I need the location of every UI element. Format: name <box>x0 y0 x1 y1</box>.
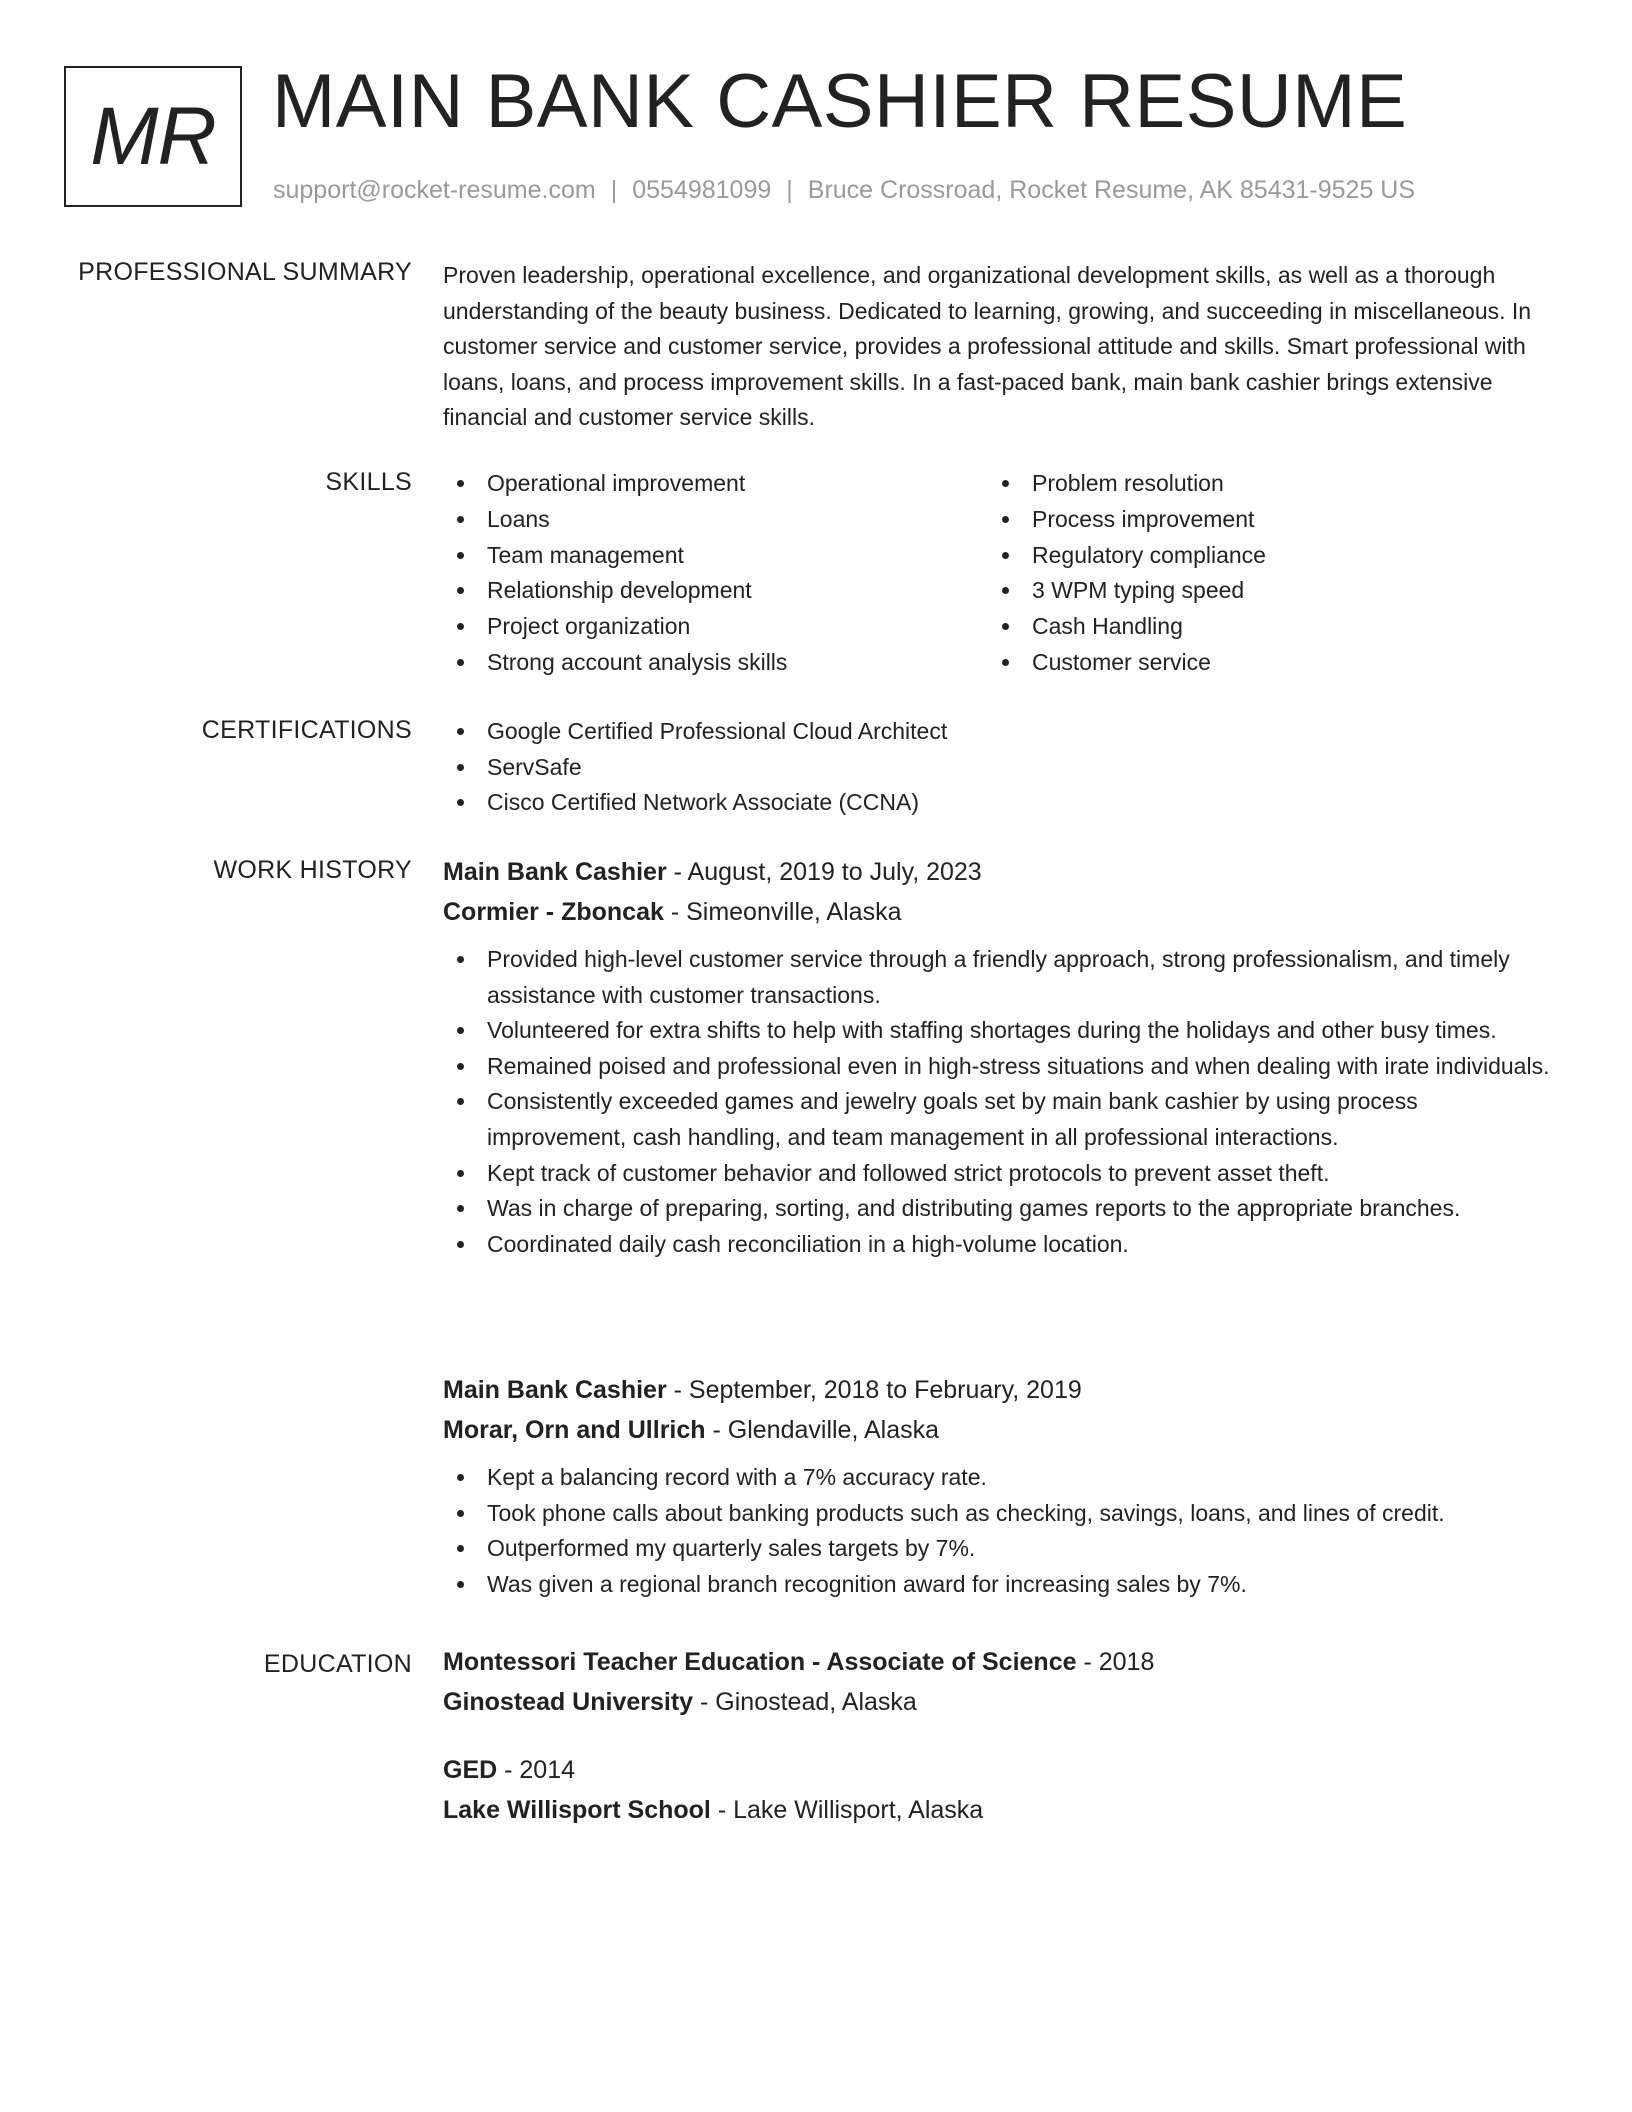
education-degree: GED <box>443 1756 498 1784</box>
section-label-work-history: WORK HISTORY <box>213 856 412 884</box>
education-location: - Ginostead, Alaska <box>693 1688 917 1716</box>
section-label-skills: SKILLS <box>325 468 412 496</box>
education-school: Lake Willisport School <box>443 1796 711 1824</box>
job-company-line <box>443 1410 1563 1450</box>
education-degree: Montessori Teacher Education - Associate of Science <box>443 1648 1077 1676</box>
job-company: Morar, Orn and Ullrich <box>443 1416 706 1444</box>
job-duty-item: Kept a balancing record with a 7% accuracy rate. <box>443 1460 1563 1496</box>
contact-separator: | <box>610 176 618 204</box>
certification-item: Cisco Certified Network Associate (CCNA) <box>443 785 1563 821</box>
job-company: Cormier - Zboncak <box>443 898 664 926</box>
skill-item: Loans <box>443 502 787 538</box>
contact-phone[interactable]: 0554981099 <box>632 176 772 204</box>
skill-item: Operational improvement <box>443 466 787 502</box>
job-title-line <box>443 1370 1563 1410</box>
skill-item: Cash Handling <box>988 609 1266 645</box>
skill-item: Customer service <box>988 645 1266 681</box>
education-degree-line <box>443 1642 1563 1682</box>
monogram-logo: MR <box>64 66 242 207</box>
job-title-line <box>443 852 1563 892</box>
skill-item: Team management <box>443 538 787 574</box>
job-duty-item: Volunteered for extra shifts to help with staffing shortages during the holidays and other busy times. <box>443 1013 1563 1049</box>
job-dates: - August, 2019 to July, 2023 <box>666 858 982 886</box>
skill-item: 3 WPM typing speed <box>988 573 1266 609</box>
education-year: - 2018 <box>1076 1648 1155 1676</box>
skills-column-right <box>988 466 1266 681</box>
job-entry <box>443 1370 1563 1602</box>
job-duty-item: Was in charge of preparing, sorting, and distributing games reports to the appropriate branches. <box>443 1191 1563 1227</box>
certification-item: Google Certified Professional Cloud Architect <box>443 714 1563 750</box>
job-duty-item: Outperformed my quarterly sales targets by 7%. <box>443 1531 1563 1567</box>
resume-title: MAIN BANK CASHIER RESUME <box>272 59 1408 144</box>
education-entry <box>443 1642 1563 1722</box>
contact-line <box>273 176 1415 205</box>
job-duty-item: Consistently exceeded games and jewelry goals set by main bank cashier by using process improvement, cash handling, and team management in all professional interactions. <box>443 1084 1563 1155</box>
job-company-line <box>443 892 1563 932</box>
job-location: - Simeonville, Alaska <box>663 898 902 926</box>
certifications-list <box>443 714 1563 821</box>
education-school-line <box>443 1790 1563 1830</box>
job-duty-item: Provided high-level customer service through a friendly approach, strong professionalism, and timely assistance with customer transactions. <box>443 942 1563 1013</box>
job-duty-item: Took phone calls about banking products such as checking, savings, loans, and lines of credit. <box>443 1496 1563 1532</box>
job-duty-item: Coordinated daily cash reconciliation in a high-volume location. <box>443 1227 1563 1263</box>
contact-separator: | <box>786 176 793 204</box>
job-title: Main Bank Cashier <box>443 1376 667 1404</box>
skill-item: Problem resolution <box>988 466 1266 502</box>
section-label-education: EDUCATION <box>263 1650 412 1678</box>
skill-item: Regulatory compliance <box>988 538 1266 574</box>
certification-item: ServSafe <box>443 750 1563 786</box>
job-duty-item: Kept track of customer behavior and followed strict protocols to prevent asset theft. <box>443 1156 1563 1192</box>
education-degree-line <box>443 1750 1563 1790</box>
contact-email[interactable]: support@rocket-resume.com <box>273 176 596 204</box>
job-duties <box>443 1460 1563 1602</box>
section-label-summary: PROFESSIONAL SUMMARY <box>78 258 412 286</box>
education-entry <box>443 1750 1563 1830</box>
education-location: - Lake Willisport, Alaska <box>710 1796 984 1824</box>
skill-item: Project organization <box>443 609 787 645</box>
skills-list <box>443 466 1563 686</box>
education-year: - 2014 <box>497 1756 576 1784</box>
education-school-line <box>443 1682 1563 1722</box>
education-school: Ginostead University <box>443 1688 694 1716</box>
job-duties <box>443 942 1563 1262</box>
job-title: Main Bank Cashier <box>443 858 667 886</box>
job-dates: - September, 2018 to February, 2019 <box>666 1376 1082 1404</box>
skill-item: Relationship development <box>443 573 787 609</box>
job-duty-item: Was given a regional branch recognition award for increasing sales by 7%. <box>443 1567 1563 1603</box>
job-location: - Glendaville, Alaska <box>705 1416 940 1444</box>
job-duty-item: Remained poised and professional even in high-stress situations and when dealing with irate individuals. <box>443 1049 1563 1085</box>
job-entry <box>443 852 1563 1262</box>
skills-column-left <box>443 466 787 681</box>
skill-item: Process improvement <box>988 502 1266 538</box>
section-label-certifications: CERTIFICATIONS <box>201 716 412 744</box>
contact-address: Bruce Crossroad, Rocket Resume, AK 85431-9525 US <box>807 176 1416 204</box>
skill-item: Strong account analysis skills <box>443 645 787 681</box>
summary-text: Proven leadership, operational excellence, and organizational development skills, as well as a thorough understanding of the beauty business. Dedicated to learning, growing, and succeeding in miscellaneous. In customer service and customer service, provides a professional attitude and skills. Smart professional with loans, loans, and process improvement skills. In a fast-paced bank, main bank cashier brings extensive financial and customer service skills. <box>443 262 1532 431</box>
